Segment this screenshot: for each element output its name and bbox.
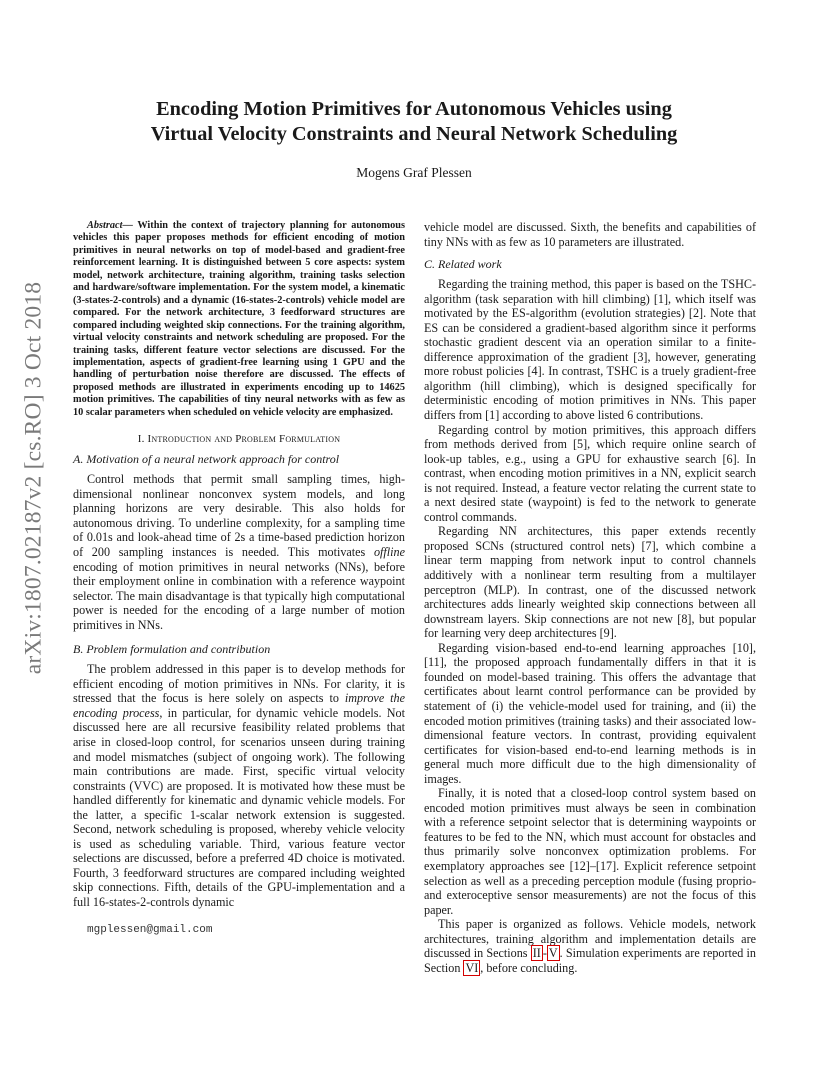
section-link-v[interactable]: V — [548, 946, 558, 961]
section-title: Introduction and Problem Formulation — [147, 433, 341, 446]
paragraph-related-work-1: Regarding the training method, this paper is based on the TSHC-algorithm (task separation with hill climbing) [1], which itself was motivated by the ES-algorithm (evolution strategies) [2]. Note that ES can be considered a gradient-based algorithm since it performs stochastic gradient descent via an operation similar to a finite-difference approximation of the gradient [3], however, generating more robust policies [4]. In contrast, TSHC is a truely gradient-free algorithm (hill climbing), which is designed specifically for deterministic encoding of motion primitives in NNs. This paper differs from [1] according to above listed 6 contributions. — [424, 277, 756, 423]
paper-title — [80, 97, 748, 147]
subsection-heading-a: A. Motivation of a neural network approach for control — [73, 452, 340, 467]
paragraph-organization — [424, 917, 756, 975]
section-link-vi[interactable]: VI — [465, 960, 479, 975]
paragraph-related-work-5: Finally, it is noted that a closed-loop control system based on encoded motion primitives must always be seen in combination with a reference setpoint selector that is determining waypoints or features to be fed to the NN, which must account for obstacles and thus primarily solve nonconvex optimization problems. For exemplatory approaches see [12]–[17]. Explicit reference setpoint selection as well as a preceding perception module (fusing proprio- and exteroceptive sensor measurements) are not the focus of this paper. — [424, 786, 756, 917]
footnote-email: mgplessen@gmail.com — [87, 923, 213, 936]
paragraph-problem-formulation — [73, 662, 405, 909]
arxiv-stamp — [22, 283, 46, 673]
paragraph-related-work-3: Regarding NN architectures, this paper extends recently proposed SCNs (structured control nets) [7], which combine a linear term mapping from network input to control channels additively with a nonlinear term resulting from a multilayer perceptron (MLP). In contrast, one of the discussed network architectures adds linearly weighted skip connections between all downstream layers. Skip connections are not new [8], but popular for learning very deep architectures [9]. — [424, 524, 756, 641]
paragraph-text: The problem addressed in this paper is to develop methods for efficient encoding of motion primitives in NNs. For clarity, it is stressed that the focus is here solely on aspects to — [73, 662, 405, 706]
title-line-1: Encoding Motion Primitives for Autonomous Vehicles using — [156, 98, 672, 120]
abstract — [73, 220, 405, 419]
abstract-label: Abstract — [87, 220, 123, 231]
emphasis-text: offline — [373, 544, 405, 559]
paragraph-related-work-4: Regarding vision-based end-to-end learning approaches [10], [11], the proposed approach fundamentally differs in that it is founded on model-based training. This offers the advantage that certificates about learnt control performance can be provided by statement of (i) the vehicle-model used for training, and (ii) the encoded motion primitives (training tasks) and their associated low-dimensional feature vectors. In contrast, providing equivalent certificates for vision-based end-to-end learning methods is in general much more difficult due to the high dimensionality of images. — [424, 640, 756, 786]
paragraph-text: , before concluding. — [480, 960, 578, 975]
arxiv-identifier: arXiv:1807.02187v2 [cs.RO] 3 Oct 2018 — [20, 281, 47, 675]
right-column — [424, 220, 756, 975]
abstract-text: Within the context of trajectory planning for autonomous vehicles this paper proposes methods for efficient encoding of motion primitives in neural networks on top of model-based and gradient-free reinforcement learning. It is distinguished between 5 core aspects: system model, network architecture, training algorithm, training tasks selection and hardware/software implementation. For the system model, a kinematic (3-states-2-controls) and a dynamic (16-states-2-controls) vehicle model are compared. For the network architecture, 3 feedforward structures are compared including weighted skip connections. For the training algorithm, virtual velocity constraints and network scheduling are proposed. For the training tasks, different feature vector selections are discussed. For the implementation, aspects of gradient-free learning using 1 GPU and the handling of perturbation noise therefore are discussed. The effects of proposed methods are illustrated in experiments encoding up to 14625 motion primitives. The capabilities of tiny neural networks with as few as 10 scalar parameters when scheduled on vehicle velocity are emphasized. — [73, 220, 406, 418]
left-column — [73, 220, 405, 936]
author-name: Mogens Graf Plessen — [356, 165, 472, 180]
section-heading-introduction — [73, 433, 405, 445]
range-dash: - — [542, 946, 547, 961]
paragraph-text: This paper is organized as follows. Vehicle models, network architectures, training algorithm and implementation details are discussed in Sections — [424, 917, 756, 961]
abstract-dash: — — [122, 220, 138, 231]
title-line-2: Virtual Velocity Constraints and Neural Network Scheduling — [150, 123, 678, 145]
subsection-heading-c: C. Related work — [424, 257, 502, 272]
section-link-ii[interactable]: II — [532, 946, 541, 961]
section-number: I. — [137, 433, 148, 446]
emphasis-text: improve the encoding process — [73, 691, 405, 720]
subsection-heading-b: B. Problem formulation and contribution — [73, 642, 271, 657]
paragraph-text: Control methods that permit small sampling times, high-dimensional nonlinear nonconvex system models, and long planning horizons are very desirable. This also holds for autonomous driving. To underline complexity, for a sampling time of 0.01s and look-ahead time of 2s a time-based prediction horizon of 200 sampling instances is needed. This motivates — [73, 472, 405, 559]
paragraph-text: encoding of motion primitives in neural networks (NNs), before their employment online in combination with a reference waypoint selector. The main disadvantage is that typically high computational power is needed for the encoding of a large number of motion primitives in NNs. — [73, 559, 405, 632]
paragraph-text: . Simulation experiments are reported in Section — [424, 946, 756, 975]
paragraph-related-work-2: Regarding control by motion primitives, this approach differs from methods derived from [5], which require online search of look-up tables, e.g., using a GPU for exhaustive search [6]. In contrast, when encoding motion primitives in a NN, explicit search is not required. Instead, a feature vector relating the current state to a next desired state (waypoint) is fed to the network to generate control commands. — [424, 422, 756, 524]
paragraph-motivation — [73, 472, 405, 632]
paragraph-text: , in particular, for dynamic vehicle models. Not discussed here are all recursive feasibility related problems that arise in closed-loop control, for scenarios unseen during training and model mismatches (subject of ongoing work). The following main contributions are made. First, specific virtual velocity constraints (VVC) are proposed. It is motivated how these must be handled differently for kinematic and dynamic vehicle models. For the latter, a specific 1-scalar network extension is suggested. Second, network scheduling is proposed, whereby vehicle velocity is used as scheduling variable. Third, various feature vector selections are discussed, before a preferred 4D choice is motivated. Fourth, 3 feedforward structures are compared including weighted skip connections. Fifth, details of the GPU-implementation and a full 16-states-2-controls dynamic — [73, 705, 405, 910]
paragraph-contribution-continued: vehicle model are discussed. Sixth, the benefits and capabilities of tiny NNs with as few as 10 parameters are illustrated. — [424, 220, 756, 249]
